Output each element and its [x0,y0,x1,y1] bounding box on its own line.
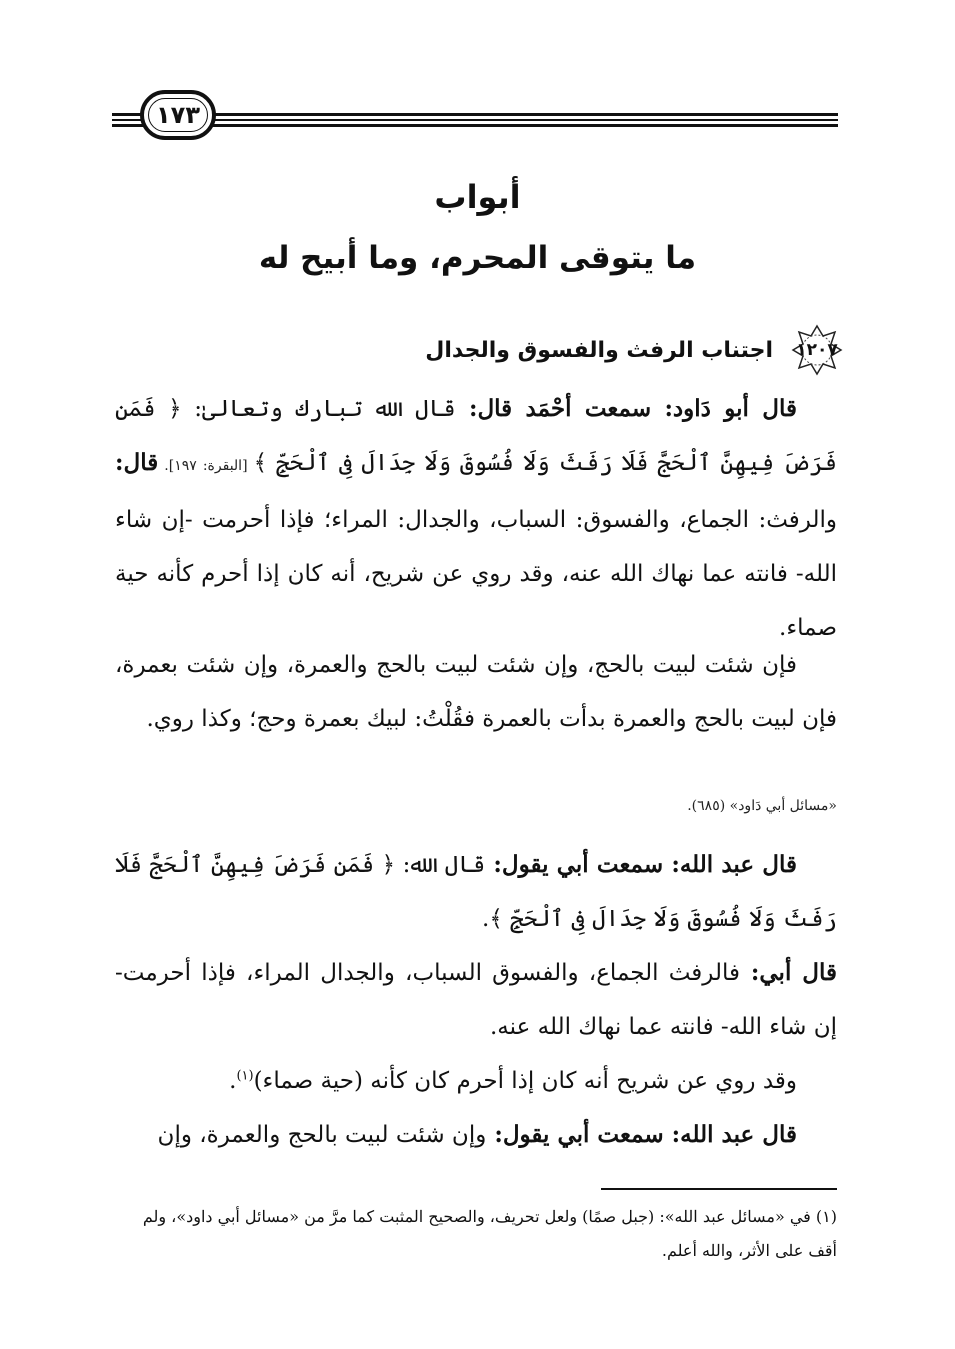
paragraph-5: وقد روي عن شريح أنه كان إذا أحرم كان كأنه (حية صماء)$^{(١)}$. [229,1068,797,1094]
paragraph-6 [115,1108,837,1162]
quran-verse: ﴿ فَمَن فَرَضَ فِيهِنَّ ٱلْحَجَّ فَلَا رَفَثَ وَلَا فُسُوقَ وَلَا جِدَالَ فِى ٱلْحَجِّ ﴾ [115,852,837,932]
paragraph-6-text: وإن شئت لبيت بالحج والعمرة، وإن [157,1122,487,1148]
chapter-subtitle: ما يتوقى المحرم، وما أبيح له [258,240,697,276]
narration-chain: قال عبد الله: سمعت أبي يقول: [485,851,797,878]
chapter-title: أبواب [434,178,521,216]
paragraph-3-end: . [482,906,490,932]
section-heading-row [112,322,843,378]
qala-label: قال: [115,449,159,476]
narration-chain: قال عبد الله: سمعت أبي يقول: [486,1121,797,1148]
header-rule-bottom [112,124,838,127]
hadith-number: ١٢٠٧ [796,340,838,360]
paragraph-2 [115,638,837,746]
qala-abi-label: قال أبي: [739,959,837,986]
page-number: ١٧٣ [140,90,216,140]
quran-intro: قال الله: [395,852,486,878]
paragraph-2-text: فإن شئت لبيت بالحج، وإن شئت لبيت بالحج والعمرة، وإن شئت بعمرة، فإن لبيت بالحج والعمرة بدأت بالعمرة فقُلْتُ: لبيك بعمرة وحج؛ وكذا روي. [115,652,837,732]
footnote-separator [601,1188,837,1190]
quran-verse: ﴿ فَمَن فَرَضَ فِيهِنَّ ٱلْحَجَّ فَلَا رَفَثَ وَلَا فُسُوقَ وَلَا جِدَالَ فِى ٱلْحَجِّ ﴾ [115,396,837,476]
source-note: «مسائل أبي دَاود» (٦٨٥). [687,798,837,814]
narration-chain: قال أبو دَاود: سمعت أحْمَد قال: [455,395,798,422]
paragraph-5-text: وقد روي عن شريح أنه كان إذا أحرم كان كأنه (حية صماء) [253,1068,797,1094]
header-rule-middle [112,119,838,121]
paragraph-4-text: فالرفث الجماع، والفسوق السباب، والجدال المراء، فإذا أحرمت- إن شاء الله- فانته عما نهاك الله عنه. [115,960,837,1040]
paragraph-3 [115,838,837,946]
paragraph-1-text: والرفث: الجماع، والفسوق: السباب، والجدال: المراء؛ فإذا أحرمت -إن شاء الله- فانته عما نهاك الله عنه، وقد روي عن شريح، أنه كان إذا أحرم كأنه حية صماء. [115,507,837,641]
hadith-number-badge [791,324,843,376]
header-rule-top [112,113,838,116]
footnote: (١) في «مسائل عبد الله»: (جبل صمًا) ولعل تحريف، والصحيح المثبت كما مرَّ من «مسائل أبي داود»، ولم أقف على الأثر، والله أعلم. [142,1207,837,1260]
footnote-marker[interactable]: (١) [236,1068,254,1084]
quran-intro: قال الله تبارك وتعالىٰ: [181,396,456,422]
paragraph-4 [115,946,837,1054]
section-heading: اجتناب الرفث والفسوق والجدال [425,337,773,363]
verse-reference: [البقرة: ١٩٧]. [158,458,254,474]
paragraph-1 [115,382,837,655]
